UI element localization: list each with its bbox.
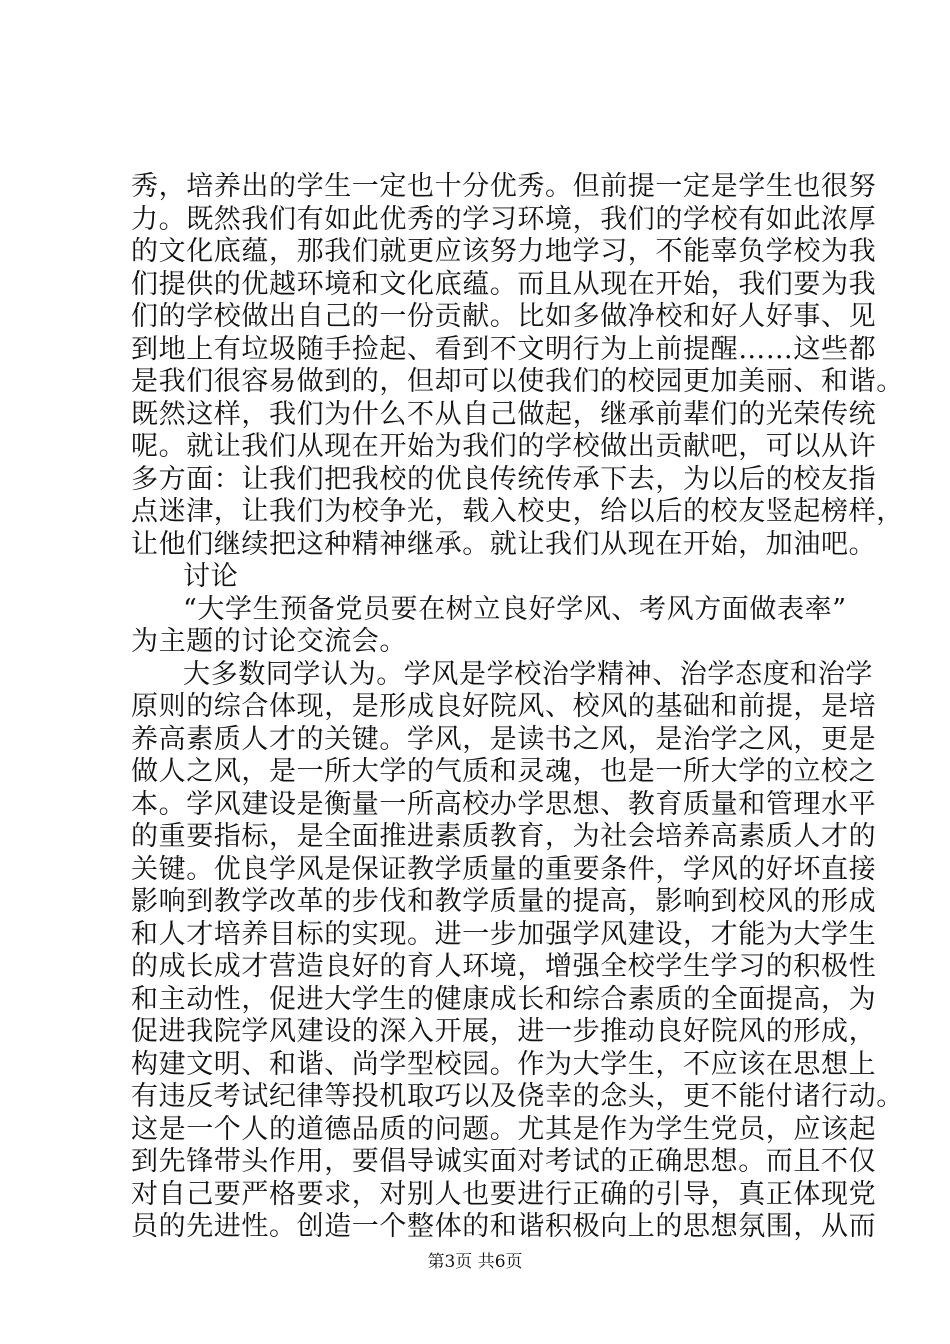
text-line: 做人之风，是一所大学的气质和灵魂，也是一所大学的立校之 xyxy=(131,756,877,787)
text-line: 们的学校做出自己的一份贡献。比如多做净校和好人好事、见 xyxy=(131,301,877,332)
text-line: 是我们很容易做到的，但却可以使我们的校园更加美丽、和谐。 xyxy=(131,366,904,397)
text-line: 对自己要严格要求，对别人也要进行正确的引导，真正体现党 xyxy=(131,1178,877,1210)
text-line: 让他们继续把这种精神继承。就让我们从现在开始，加油吧。 xyxy=(131,528,877,560)
text-line: 促进我院学风建设的深入开展，进一步推动良好院风的形成， xyxy=(131,1016,877,1047)
text-line: 养高素质人才的关键。学风，是读书之风，是治学之风，更是 xyxy=(131,723,877,755)
text-line: 既然这样，我们为什么不从自己做起，继承前辈们的光荣传统 xyxy=(131,398,877,430)
section-heading: 讨论 xyxy=(183,561,239,592)
text-line: 影响到教学改革的步伐和教学质量的提高，影响到校风的形成 xyxy=(131,886,877,917)
text-line: 点迷津，让我们为校争光，载入校史，给以后的校友竖起榜样， xyxy=(131,496,904,527)
text-line: 大多数同学认为。学风是学校治学精神、治学态度和治学 xyxy=(183,658,873,690)
text-line: 为主题的讨论交流会。 xyxy=(131,626,407,657)
text-line: 关键。优良学风是保证教学质量的重要条件，学风的好坏直接 xyxy=(131,853,877,885)
text-line: 的成长成才营造良好的育人环境，增强全校学生学习的积极性 xyxy=(131,951,877,982)
text-line: 的重要指标，是全面推进素质教育，为社会培养高素质人才的 xyxy=(131,821,877,852)
text-line: 本。学风建设是衡量一所高校办学思想、教育质量和管理水平 xyxy=(131,788,877,820)
text-line: 这是一个人的道德品质的问题。尤其是作为学生党员，应该起 xyxy=(131,1113,877,1145)
text-line: 到先锋带头作用，要倡导诚实面对考试的正确思想。而且不仅 xyxy=(131,1146,877,1177)
page-footer: 第3页 共6页 xyxy=(427,1252,523,1272)
text-line: “大学生预备党员要在树立良好学风、考风方面做表率” xyxy=(183,593,847,625)
text-line: 和人才培养目标的实现。进一步加强学风建设，才能为大学生 xyxy=(131,918,877,950)
text-line: 秀，培养出的学生一定也十分优秀。但前提一定是学生也很努 xyxy=(131,171,877,202)
text-line: 呢。就让我们从现在开始为我们的学校做出贡献吧，可以从许 xyxy=(131,431,877,462)
text-line: 力。既然我们有如此优秀的学习环境，我们的学校有如此浓厚 xyxy=(131,203,877,235)
text-line: 多方面：让我们把我校的优良传统传承下去，为以后的校友指 xyxy=(131,463,877,495)
text-line: 员的先进性。创造一个整体的和谐积极向上的思想氛围，从而 xyxy=(131,1211,877,1242)
text-line: 原则的综合体现，是形成良好院风、校风的基础和前提，是培 xyxy=(131,691,877,722)
text-line: 构建文明、和谐、尚学型校园。作为大学生，不应该在思想上 xyxy=(131,1048,877,1080)
text-line: 有违反考试纪律等投机取巧以及侥幸的念头，更不能付诸行动。 xyxy=(131,1081,904,1112)
text-line: 到地上有垃圾随手捡起、看到不文明行为上前提醒……这些都 xyxy=(131,333,877,365)
body-text xyxy=(131,171,904,1244)
text-line: 的文化底蕴，那我们就更应该努力地学习，不能辜负学校为我 xyxy=(131,236,877,267)
text-line: 们提供的优越环境和文化底蕴。而且从现在开始，我们要为我 xyxy=(131,268,877,300)
text-line: 和主动性，促进大学生的健康成长和综合素质的全面提高，为 xyxy=(131,983,877,1015)
